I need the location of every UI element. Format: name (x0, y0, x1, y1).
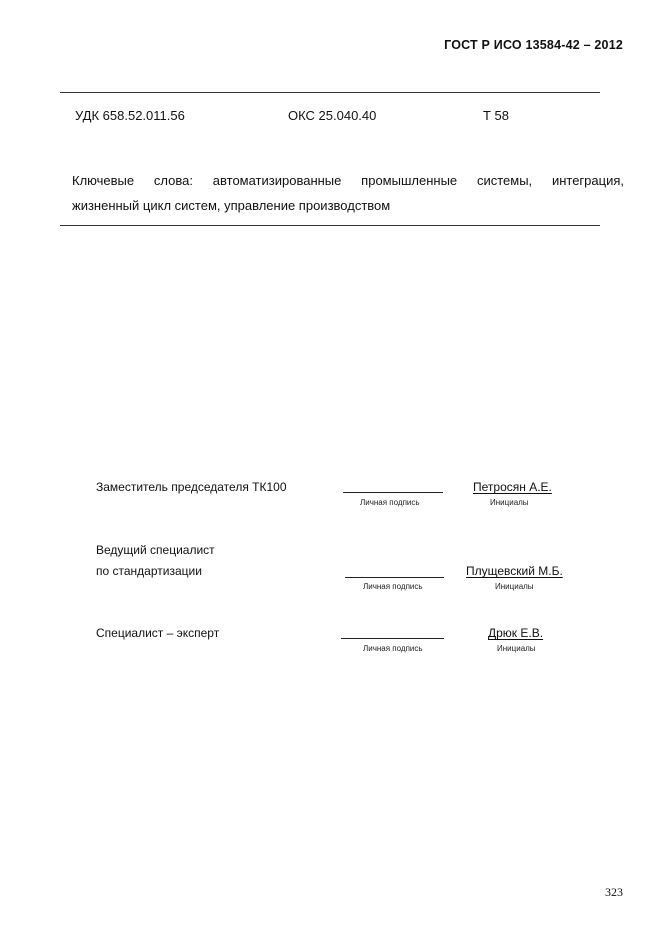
signatory-name: Плущевский М.Б. (466, 564, 563, 578)
signatory-name: Дрюк Е.В. (488, 626, 544, 640)
udk-code: УДК 658.52.011.56 (75, 108, 185, 123)
initials-caption: Инициалы (497, 644, 536, 653)
signature-caption: Личная подпись (363, 644, 423, 653)
signature-line (345, 577, 444, 578)
document-standard-header: ГОСТ Р ИСО 13584-42 – 2012 (444, 38, 623, 52)
keywords-line-1: Ключевые слова: автоматизированные промышленные системы, интеграция, (72, 173, 624, 188)
signature-caption: Личная подпись (363, 582, 423, 591)
signatory-position-line-1: Ведущий специалист (96, 543, 215, 557)
keywords-line-2: жизненный цикл систем, управление производством (72, 198, 391, 213)
initials-caption: Инициалы (495, 582, 534, 591)
initials-caption: Инициалы (490, 498, 529, 507)
keywords-block (72, 168, 624, 218)
signatory-name: Петросян А.Е. (473, 480, 552, 494)
signatory-position: Заместитель председателя ТК100 (96, 480, 287, 494)
signature-caption: Личная подпись (360, 498, 420, 507)
signature-line (341, 638, 444, 639)
page-number: 323 (605, 885, 623, 899)
signatory-position-line-2: по стандартизации (96, 564, 202, 578)
signature-line (343, 492, 443, 493)
signatory-position: Специалист – эксперт (96, 626, 220, 640)
top-divider (60, 92, 600, 93)
t-code: Т 58 (483, 108, 510, 123)
oks-code: ОКС 25.040.40 (288, 108, 377, 123)
bottom-divider (60, 225, 600, 226)
